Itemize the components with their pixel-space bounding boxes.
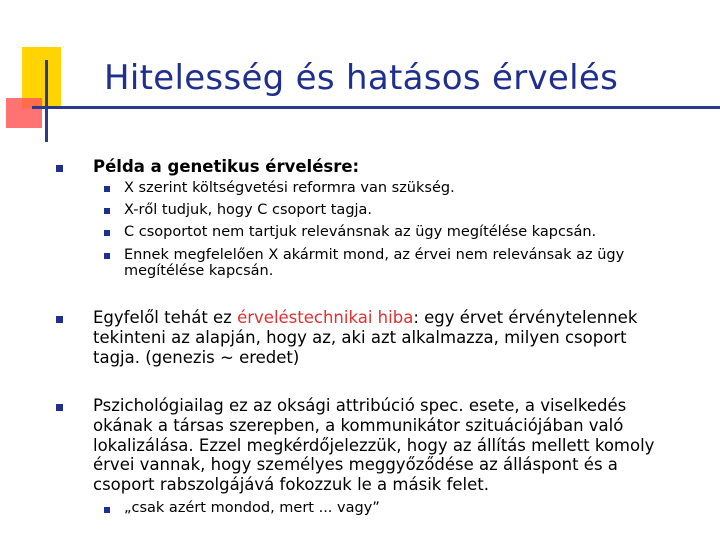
- bullet-square-icon: [56, 404, 63, 411]
- sub-bullet-2: X-ről tudjuk, hogy C csoport tagja.: [124, 202, 373, 218]
- sub-bullet-square-icon: [104, 208, 110, 214]
- slide-title: Hitelesség és hatásos érvelés: [104, 58, 619, 98]
- bullet-2-text-pre: Egyfelől tehát ez: [93, 308, 238, 327]
- bullet-3-line-3: lokalizálása. Ezzel megkérdőjelezzük, hogy az állítás mellett komoly: [93, 436, 655, 455]
- bullet-2-line-1: [93, 308, 637, 328]
- sub-bullet-1: X szerint költségvetési reformra van szükség.: [124, 180, 455, 196]
- bullet-3-line-5: csoport rabszolgájává fokozzuk le a másik felet.: [93, 475, 489, 494]
- bullet-3-line-1: Pszichológiailag ez az oksági attribúció spec. esete, a viselkedés: [93, 396, 627, 415]
- bullet-2-text-post: : egy érvet érvénytelennek: [413, 308, 638, 327]
- bullet-2-line-3: tagja. (genezis ~ eredet): [93, 348, 300, 367]
- bullet-square-icon: [56, 165, 63, 172]
- bullet-square-icon: [56, 316, 63, 323]
- bullet-2-line-2: tekinteni az alapján, hogy az, aki azt alkalmazza, milyen csoport: [93, 328, 627, 347]
- sub-bullet-4-line-2: megítélése kapcsán.: [124, 263, 274, 279]
- sub-bullet-4-line-1: Ennek megfelelően X akármit mond, az érvei nem relevánsak az ügy: [124, 247, 625, 263]
- sub-bullet-quote: „csak azért mondod, mert ... vagy”: [124, 500, 380, 516]
- sub-bullet-3: C csoportot nem tartjuk relevánsnak az ügy megítélése kapcsán.: [124, 224, 597, 240]
- sub-bullet-square-icon: [104, 253, 110, 259]
- bullet-2-highlight: érveléstechnikai hiba: [237, 308, 414, 327]
- sub-bullet-square-icon: [104, 186, 110, 192]
- bullet-3-line-2: okának a társas szerepben, a kommunikátor szituációjában való: [93, 416, 624, 435]
- sub-bullet-square-icon: [104, 507, 110, 513]
- bullet-1-text: Példa a genetikus érvelésre:: [93, 157, 360, 176]
- bullet-3-line-4: érvei vannak, hogy személyes meggyőződése az álláspont és a: [93, 455, 618, 474]
- sub-bullet-square-icon: [104, 230, 110, 236]
